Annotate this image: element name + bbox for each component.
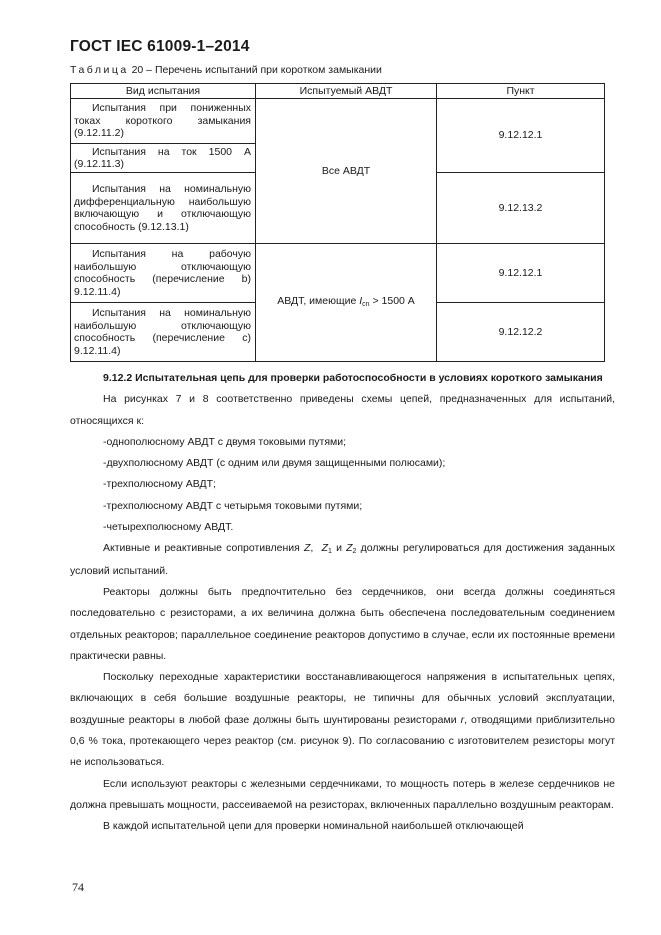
table-header-row xyxy=(71,84,605,99)
clause-cell: 9.12.12.1 xyxy=(437,99,605,173)
table-caption-word: Таблица xyxy=(70,64,129,76)
header-clause: Пункт xyxy=(437,84,605,99)
page-number: 74 xyxy=(72,880,84,894)
scope-suffix: > 1500 А xyxy=(369,295,415,308)
list-item: -двухполюсному АВДТ (с одним или двумя защищенными полюсами); xyxy=(103,457,446,470)
paragraph: В каждой испытательной цепи для проверки номинальной наибольшей отключающей xyxy=(103,820,524,833)
section-heading: 9.12.2 Испытательная цепь для проверки работоспособности в условиях короткого замыкания xyxy=(103,372,603,384)
paragraph: Поскольку переходные характеристики восстанавливающегося напряжения в испытательных цепях, включающих в себя большие воздушные реакторы, не типичны для обычных условий эксплуатации, воздушные реакторы в любой фазе должны быть шунтированы резисторами r, отводящими приблизительно 0,6 % тока, протекающего через реактор (см. рисунок 9). По согласованию с изготовителем резисторы могут не использоваться. xyxy=(70,671,615,769)
test-kind-cell: Испытания на рабочую наибольшую отключающую способность (перечисление b) 9.12.11.4) xyxy=(71,244,256,303)
table-caption xyxy=(70,64,382,76)
test-kind-cell: Испытания при пониженных токах короткого замыкания (9.12.11.2) xyxy=(71,99,256,144)
scope-cell xyxy=(256,244,437,362)
list-item: -четырехполюсному АВДТ. xyxy=(103,521,234,534)
body-text xyxy=(70,368,615,838)
clause-cell: 9.12.13.2 xyxy=(437,173,605,244)
table-caption-text: 20 – Перечень испытаний при коротком замыкании xyxy=(128,64,382,76)
clause-cell: 9.12.12.1 xyxy=(437,244,605,303)
list-item: -однополюсному АВДТ с двумя токовыми путями; xyxy=(103,435,347,448)
scope-cell: Все АВДТ xyxy=(256,99,437,244)
icn-variable: I xyxy=(359,295,363,308)
document-header: ГОСТ IEC 61009-1–2014 xyxy=(70,38,250,55)
clause-cell: 9.12.12.2 xyxy=(437,303,605,362)
test-kind-cell: Испытания на номинальную наибольшую отключающую способность (перечисление с) 9.12.11.4) xyxy=(71,303,256,362)
table-row xyxy=(71,244,605,303)
tests-table xyxy=(70,83,605,362)
scope-prefix: АВДТ, имеющие xyxy=(277,295,360,308)
header-tested-device: Испытуемый АВДТ xyxy=(256,84,437,99)
paragraph: Если используют реакторы с железными сердечниками, то мощность потерь в железе сердечников не должна превышать мощности, рассеиваемой на резисторах, включенных параллельно воздушным реакторам. xyxy=(70,777,615,811)
list-item: -трехполюсному АВДТ с четырьмя токовыми путями; xyxy=(103,499,363,512)
paragraph: На рисунках 7 и 8 соответственно приведены схемы цепей, предназначенных для испытаний, относящихся к: xyxy=(70,393,615,427)
test-kind-cell: Испытания на номинальную дифференциальную наибольшую включающую и отключающую способность (9.12.13.1) xyxy=(71,173,256,244)
paragraph: Активные и реактивные сопротивления Z, Z1 и Z2 должны регулироваться для достижения заданных условий испытаний. xyxy=(70,542,615,577)
table-row xyxy=(71,99,605,144)
header-test-kind: Вид испытания xyxy=(71,84,256,99)
test-kind-cell: Испытания на ток 1500 А (9.12.11.3) xyxy=(71,144,256,173)
icn-subscript: cn xyxy=(362,301,370,309)
list-item: -трехполюсному АВДТ; xyxy=(103,478,216,491)
paragraph: Реакторы должны быть предпочтительно без сердечников, они всегда должны соединяться последовательно с резисторами, а их величина должна быть обеспечена последовательным соединением отдельных реакторов; параллельное соединение реакторов допустимо в случае, если их постоянные времени практически равны. xyxy=(70,585,615,662)
